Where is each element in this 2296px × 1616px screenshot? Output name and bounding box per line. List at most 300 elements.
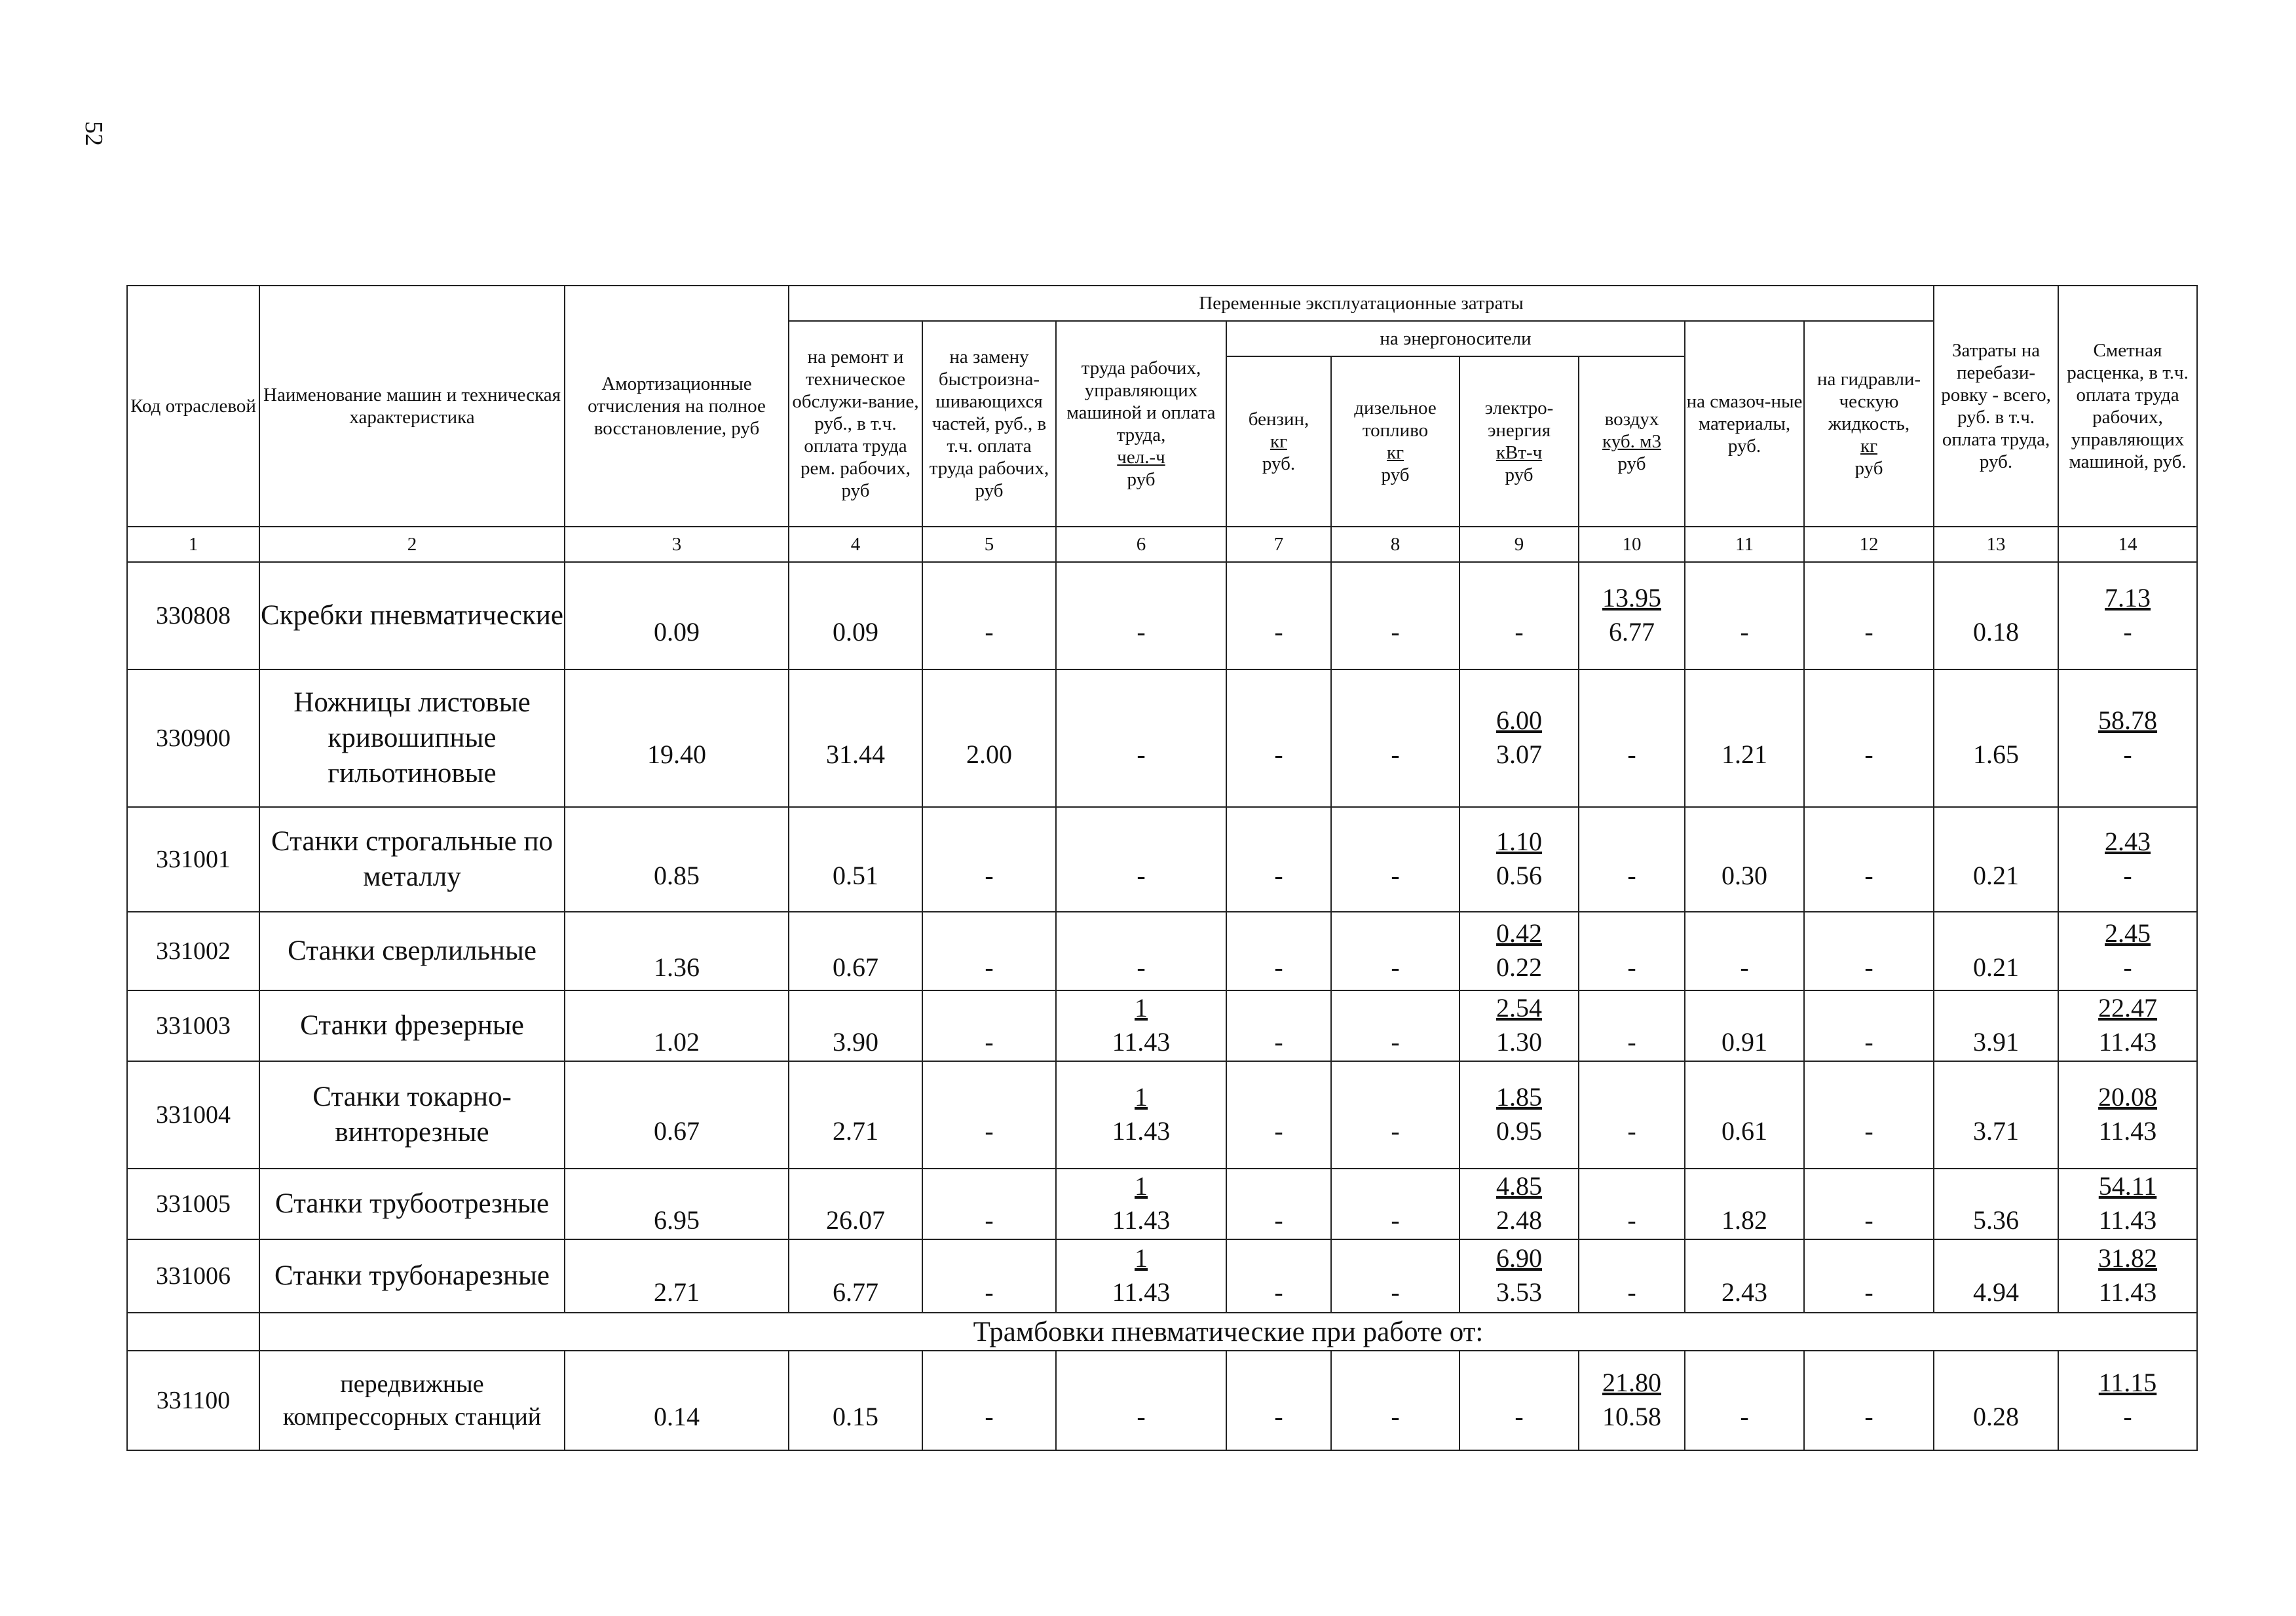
cell-value: 2.71 xyxy=(833,1116,878,1146)
cell-col-4 xyxy=(789,1239,922,1313)
cell-value-upper xyxy=(1227,1366,1330,1399)
cell-value-upper xyxy=(1934,825,2058,858)
cell-value-upper xyxy=(1332,992,1459,1024)
cell-value-upper xyxy=(1057,1366,1226,1399)
cell-value: - xyxy=(1864,861,1873,890)
cell-col-12 xyxy=(1804,1169,1934,1239)
cell-value-upper xyxy=(1579,1170,1684,1203)
cell-col-12 xyxy=(1804,669,1934,807)
cell-value: - xyxy=(2123,740,2132,769)
cell-col-9 xyxy=(1459,807,1579,912)
cell-col-6 xyxy=(1056,807,1226,912)
cell-value: - xyxy=(1864,1116,1873,1146)
cell-value: - xyxy=(1627,1205,1636,1235)
cell-col-12 xyxy=(1804,1239,1934,1313)
header-lubricants: на смазоч-ные материалы, руб. xyxy=(1685,321,1804,527)
cell-value: - xyxy=(1740,1402,1749,1431)
cell-value-upper: 6.00 xyxy=(1496,705,1542,735)
cell-col-7 xyxy=(1226,1239,1331,1313)
header-hydraulic-unit: кг xyxy=(1860,436,1878,457)
cell-col-6 xyxy=(1056,562,1226,669)
column-number-row xyxy=(127,527,2197,562)
cell-value-upper xyxy=(789,1081,922,1114)
cell-value: - xyxy=(1391,1027,1400,1057)
cell-value: 2.43 xyxy=(1722,1277,1767,1307)
cell-value: 0.18 xyxy=(1973,617,2020,647)
cell-col-14 xyxy=(2058,669,2197,807)
cell-value: 3.53 xyxy=(1496,1277,1542,1307)
cell-col-4 xyxy=(789,807,922,912)
cell-value: - xyxy=(1864,1402,1873,1431)
cell-col-4 xyxy=(789,990,922,1061)
cell-col-9 xyxy=(1459,562,1579,669)
cell-col-13 xyxy=(1934,807,2058,912)
cell-col-7 xyxy=(1226,990,1331,1061)
cell-col-7 xyxy=(1226,1169,1331,1239)
column-number: 11 xyxy=(1685,527,1804,562)
cell-value: 1.65 xyxy=(1973,740,2020,769)
cell-value-upper: 1 xyxy=(1135,993,1148,1023)
cell-value: 11.43 xyxy=(1112,1027,1171,1057)
cell-value-upper xyxy=(789,1170,922,1203)
machine-code: 330808 xyxy=(127,562,259,669)
header-air-rub: руб xyxy=(1617,453,1646,474)
cell-value-upper xyxy=(565,1242,788,1275)
cell-col-11 xyxy=(1685,1351,1804,1450)
header-relocation: Затраты на перебази-ровку - всего, руб. в т.ч. оплата труда, руб. xyxy=(1934,286,2058,527)
cell-value: 6.95 xyxy=(654,1205,700,1235)
header-air-unit: куб. м3 xyxy=(1602,431,1661,452)
cell-col-11 xyxy=(1685,1061,1804,1169)
cell-col-8 xyxy=(1331,562,1459,669)
cell-value-upper xyxy=(1460,582,1578,614)
header-petrol xyxy=(1226,356,1331,527)
cell-value-upper xyxy=(1805,1242,1933,1275)
machine-name: Станки сверлильные xyxy=(259,912,565,990)
cell-col-12 xyxy=(1804,1061,1934,1169)
column-number: 6 xyxy=(1056,527,1226,562)
column-number: 7 xyxy=(1226,527,1331,562)
cell-value: 26.07 xyxy=(826,1205,885,1235)
cell-value: 4.94 xyxy=(1973,1277,2020,1307)
cell-value: - xyxy=(1740,952,1749,982)
cell-col-9 xyxy=(1459,1351,1579,1450)
cell-value-upper xyxy=(1805,1366,1933,1399)
column-number: 1 xyxy=(127,527,259,562)
cell-value-upper xyxy=(1934,1366,2058,1399)
cell-value-upper xyxy=(565,1170,788,1203)
cell-value-upper xyxy=(1685,992,1803,1024)
cell-col-10 xyxy=(1579,1351,1685,1450)
cell-value: - xyxy=(1391,861,1400,890)
cell-value: - xyxy=(1274,1027,1283,1057)
cell-value-upper: 2.45 xyxy=(2105,918,2151,948)
cell-value: - xyxy=(1274,1116,1283,1146)
header-labor-text: труда рабочих, управляющих машиной и оплата труда, xyxy=(1066,358,1216,445)
machine-name: Скребки пневматические xyxy=(259,562,565,669)
cell-value-upper: 20.08 xyxy=(2098,1082,2158,1112)
cell-value: - xyxy=(1391,617,1400,647)
cell-value: 11.43 xyxy=(1112,1277,1171,1307)
cell-value-upper: 22.47 xyxy=(2098,993,2158,1023)
cell-col-13 xyxy=(1934,1239,2058,1313)
cell-value-upper xyxy=(1579,704,1684,737)
cell-value: 2.48 xyxy=(1496,1205,1542,1235)
cell-value-upper xyxy=(923,1170,1055,1203)
machine-code: 331006 xyxy=(127,1239,259,1313)
table-row xyxy=(127,912,2197,990)
cell-col-5 xyxy=(922,1351,1056,1450)
cell-col-3 xyxy=(565,1061,789,1169)
cell-value-upper xyxy=(565,1366,788,1399)
cell-col-5 xyxy=(922,1169,1056,1239)
cell-value-upper xyxy=(1332,917,1459,950)
cell-value: - xyxy=(1864,617,1873,647)
cell-value: 0.91 xyxy=(1722,1027,1767,1057)
header-electricity-text: электро-энергия xyxy=(1484,398,1554,441)
cell-value-upper xyxy=(1332,582,1459,614)
column-number: 9 xyxy=(1459,527,1579,562)
cell-value-upper xyxy=(565,825,788,858)
cell-value: - xyxy=(1627,861,1636,890)
cell-col-3 xyxy=(565,990,789,1061)
cell-col-10 xyxy=(1579,562,1685,669)
cell-value-upper: 2.43 xyxy=(2105,827,2151,856)
header-variable-costs: Переменные эксплуатационные затраты xyxy=(789,286,1934,321)
cell-value: - xyxy=(1137,861,1146,890)
cell-value-upper xyxy=(1685,1170,1803,1203)
cell-value: - xyxy=(1274,861,1283,890)
cell-value-upper xyxy=(1805,825,1933,858)
table-row xyxy=(127,562,2197,669)
cell-col-7 xyxy=(1226,1061,1331,1169)
cell-value-upper xyxy=(1460,1366,1578,1399)
cell-value-upper xyxy=(1332,704,1459,737)
cell-value: 1.82 xyxy=(1722,1205,1767,1235)
page-number: 52 xyxy=(80,121,107,146)
cell-value: 0.28 xyxy=(1973,1402,2020,1431)
column-number: 8 xyxy=(1331,527,1459,562)
cell-value: 0.61 xyxy=(1722,1116,1767,1146)
cell-col-14 xyxy=(2058,1351,2197,1450)
cell-value: 5.36 xyxy=(1973,1205,2020,1235)
cell-value: - xyxy=(1627,1027,1636,1057)
cell-value-upper xyxy=(923,1366,1055,1399)
cell-col-3 xyxy=(565,669,789,807)
cell-value: - xyxy=(1627,740,1636,769)
cell-value: 10.58 xyxy=(1602,1402,1661,1431)
table-row xyxy=(127,1239,2197,1313)
cell-value: 2.71 xyxy=(654,1277,700,1307)
cell-value: 0.14 xyxy=(654,1402,700,1431)
header-labor-unit: чел.-ч xyxy=(1117,447,1165,468)
cell-col-3 xyxy=(565,1169,789,1239)
machine-code: 331100 xyxy=(127,1351,259,1450)
cell-value-upper: 58.78 xyxy=(2098,705,2158,735)
header-repair: на ремонт и техническое обслужи-вание, руб., в т.ч. оплата труда рем. рабочих, руб xyxy=(789,321,922,527)
machine-code: 330900 xyxy=(127,669,259,807)
machine-name: Ножницы листовые кривошипные гильотиновые xyxy=(259,669,565,807)
cell-col-4 xyxy=(789,562,922,669)
cell-value-upper: 21.80 xyxy=(1602,1368,1661,1397)
cell-value-upper: 11.15 xyxy=(2098,1368,2157,1397)
cell-col-13 xyxy=(1934,669,2058,807)
cell-value-upper xyxy=(1332,1081,1459,1114)
cell-col-7 xyxy=(1226,669,1331,807)
cell-col-8 xyxy=(1331,912,1459,990)
cell-value: 31.44 xyxy=(826,740,885,769)
header-diesel-rub: руб xyxy=(1381,464,1410,485)
cell-value: 2.00 xyxy=(966,740,1012,769)
cell-col-10 xyxy=(1579,912,1685,990)
cell-col-10 xyxy=(1579,1061,1685,1169)
cell-value-upper: 1.10 xyxy=(1496,827,1542,856)
column-number: 3 xyxy=(565,527,789,562)
cell-col-8 xyxy=(1331,1239,1459,1313)
cell-col-7 xyxy=(1226,807,1331,912)
cell-col-8 xyxy=(1331,1351,1459,1450)
header-code: Код отраслевой xyxy=(127,286,259,527)
cell-value: - xyxy=(1627,952,1636,982)
cell-value-upper xyxy=(565,704,788,737)
cell-value-upper xyxy=(1685,825,1803,858)
cell-value: - xyxy=(1627,1277,1636,1307)
cell-col-12 xyxy=(1804,562,1934,669)
cell-value: 11.43 xyxy=(1112,1205,1171,1235)
cell-col-5 xyxy=(922,807,1056,912)
cell-value: 11.43 xyxy=(2098,1116,2157,1146)
cell-value: 0.67 xyxy=(654,1116,700,1146)
machine-code: 331004 xyxy=(127,1061,259,1169)
cell-col-4 xyxy=(789,1351,922,1450)
cell-value-upper xyxy=(1057,582,1226,614)
cell-col-9 xyxy=(1459,669,1579,807)
cell-value-upper xyxy=(1934,704,2058,737)
cell-value-upper: 54.11 xyxy=(2098,1171,2157,1201)
cell-value: - xyxy=(1274,1277,1283,1307)
cell-value: 0.15 xyxy=(833,1402,878,1431)
cell-value: - xyxy=(985,1277,994,1307)
cell-col-13 xyxy=(1934,1169,2058,1239)
cell-value: 0.95 xyxy=(1496,1116,1542,1146)
cell-value: - xyxy=(1274,952,1283,982)
cell-value: - xyxy=(1864,952,1873,982)
cell-value-upper xyxy=(923,825,1055,858)
cell-value: - xyxy=(1515,617,1524,647)
cell-value-upper xyxy=(565,917,788,950)
cell-col-3 xyxy=(565,1351,789,1450)
cell-col-8 xyxy=(1331,1061,1459,1169)
section-row xyxy=(127,1313,2197,1351)
cell-value: 3.07 xyxy=(1496,740,1542,769)
cell-value-upper xyxy=(565,1081,788,1114)
cell-col-14 xyxy=(2058,1239,2197,1313)
machine-code: 331005 xyxy=(127,1169,259,1239)
cell-value-upper xyxy=(1227,1242,1330,1275)
cell-value-upper xyxy=(1685,917,1803,950)
cell-value: 0.21 xyxy=(1973,861,2020,890)
machine-name: Станки фрезерные xyxy=(259,990,565,1061)
cell-value: 11.43 xyxy=(2098,1027,2157,1057)
machine-name: Станки токарно-винторезные xyxy=(259,1061,565,1169)
cell-value: 0.51 xyxy=(833,861,878,890)
cell-value: - xyxy=(1137,952,1146,982)
cell-value-upper xyxy=(789,917,922,950)
header-hydraulic-rub: руб xyxy=(1854,458,1883,479)
cell-value-upper: 0.42 xyxy=(1496,918,1542,948)
cell-col-12 xyxy=(1804,990,1934,1061)
cell-value-upper xyxy=(1227,917,1330,950)
cell-value: - xyxy=(1274,617,1283,647)
cell-value: - xyxy=(1137,1402,1146,1431)
cell-value-upper xyxy=(1685,1081,1803,1114)
cell-value-upper: 1 xyxy=(1135,1082,1148,1112)
cell-col-7 xyxy=(1226,1351,1331,1450)
cell-value: - xyxy=(985,617,994,647)
cell-value-upper xyxy=(1227,582,1330,614)
cell-value: - xyxy=(985,861,994,890)
cell-value-upper xyxy=(1227,1170,1330,1203)
column-number: 4 xyxy=(789,527,922,562)
column-number: 2 xyxy=(259,527,565,562)
cell-col-7 xyxy=(1226,912,1331,990)
cell-col-5 xyxy=(922,562,1056,669)
cell-value-upper xyxy=(1685,1242,1803,1275)
cell-value: - xyxy=(2123,952,2132,982)
header-hydraulic xyxy=(1804,321,1934,527)
header-name: Наименование машин и техническая характеристика xyxy=(259,286,565,527)
cell-col-4 xyxy=(789,912,922,990)
cell-value-upper xyxy=(1685,704,1803,737)
cell-value-upper xyxy=(1805,1081,1933,1114)
cell-col-13 xyxy=(1934,912,2058,990)
column-number: 12 xyxy=(1804,527,1934,562)
cell-col-3 xyxy=(565,1239,789,1313)
cell-value-upper: 31.82 xyxy=(2098,1243,2158,1273)
cell-col-10 xyxy=(1579,990,1685,1061)
cell-value: 0.21 xyxy=(1973,952,2020,982)
cell-col-6 xyxy=(1056,1061,1226,1169)
section-code-empty xyxy=(127,1313,259,1351)
cell-col-14 xyxy=(2058,990,2197,1061)
cell-value: 1.21 xyxy=(1722,740,1767,769)
cell-value-upper xyxy=(1579,917,1684,950)
cell-col-12 xyxy=(1804,912,1934,990)
cell-value-upper xyxy=(1579,1081,1684,1114)
cell-col-5 xyxy=(922,669,1056,807)
cell-col-8 xyxy=(1331,807,1459,912)
machine-name: передвижные компрессорных станций xyxy=(259,1351,565,1450)
cell-value: 6.77 xyxy=(833,1277,878,1307)
cell-value: - xyxy=(1864,1277,1873,1307)
cell-value: - xyxy=(1391,740,1400,769)
cell-col-13 xyxy=(1934,990,2058,1061)
cell-value-upper xyxy=(923,1081,1055,1114)
cell-value: 1.02 xyxy=(654,1027,700,1057)
cell-value-upper: 1 xyxy=(1135,1243,1148,1273)
cell-value-upper xyxy=(1579,825,1684,858)
cell-col-6 xyxy=(1056,1351,1226,1450)
machine-code: 331002 xyxy=(127,912,259,990)
cell-value-upper xyxy=(1332,1242,1459,1275)
cell-col-9 xyxy=(1459,1239,1579,1313)
cell-value: - xyxy=(2123,1402,2132,1431)
cell-col-4 xyxy=(789,1061,922,1169)
cell-value-upper xyxy=(1934,917,2058,950)
cell-col-14 xyxy=(2058,1061,2197,1169)
cell-value-upper: 7.13 xyxy=(2105,583,2151,612)
header-electricity-unit: кВт-ч xyxy=(1496,442,1543,463)
header-petrol-unit: кг xyxy=(1270,431,1287,452)
cell-value-upper xyxy=(1685,1366,1803,1399)
cell-col-3 xyxy=(565,912,789,990)
table-row xyxy=(127,669,2197,807)
header-hydraulic-text: на гидравли-ческую жидкость, xyxy=(1816,369,1921,434)
cell-col-5 xyxy=(922,1061,1056,1169)
cell-value: - xyxy=(1864,1027,1873,1057)
cell-col-14 xyxy=(2058,1169,2197,1239)
cell-value-upper xyxy=(1227,1081,1330,1114)
cell-value-upper xyxy=(789,825,922,858)
cell-value: 3.71 xyxy=(1973,1116,2020,1146)
cell-col-6 xyxy=(1056,1239,1226,1313)
cell-col-7 xyxy=(1226,562,1331,669)
machine-name: Станки трубонарезные xyxy=(259,1239,565,1313)
cell-value: - xyxy=(985,1402,994,1431)
header-labor xyxy=(1056,321,1226,527)
cell-col-13 xyxy=(1934,1061,2058,1169)
cell-value: 11.43 xyxy=(2098,1277,2157,1307)
cell-col-3 xyxy=(565,562,789,669)
cell-value: - xyxy=(985,1027,994,1057)
header-petrol-rub: руб. xyxy=(1262,453,1296,474)
cell-col-9 xyxy=(1459,912,1579,990)
cell-col-10 xyxy=(1579,669,1685,807)
cell-col-11 xyxy=(1685,669,1804,807)
header-electricity xyxy=(1459,356,1579,527)
cell-value-upper xyxy=(1057,917,1226,950)
cell-value-upper xyxy=(1934,582,2058,614)
cell-col-8 xyxy=(1331,1169,1459,1239)
cell-value-upper: 1 xyxy=(1135,1171,1148,1201)
cell-col-14 xyxy=(2058,807,2197,912)
table-row xyxy=(127,1061,2197,1169)
cell-col-14 xyxy=(2058,562,2197,669)
machine-name: Станки строгальные по металлу xyxy=(259,807,565,912)
table-row xyxy=(127,807,2197,912)
cell-value: - xyxy=(1864,1205,1873,1235)
cell-col-6 xyxy=(1056,990,1226,1061)
header-replace: на замену быстроизна-шивающихся частей, руб., в т.ч. оплата труда рабочих, руб xyxy=(922,321,1056,527)
cell-value-upper xyxy=(1934,1242,2058,1275)
cell-value-upper xyxy=(565,582,788,614)
cell-value: 0.09 xyxy=(833,617,878,647)
cell-value-upper xyxy=(789,992,922,1024)
cell-value-upper xyxy=(923,1242,1055,1275)
cell-value: - xyxy=(1391,1277,1400,1307)
cell-col-11 xyxy=(1685,912,1804,990)
cell-value: - xyxy=(985,1116,994,1146)
cell-value: 1.36 xyxy=(654,952,700,982)
cell-col-10 xyxy=(1579,1239,1685,1313)
cell-value-upper xyxy=(789,582,922,614)
cell-value: - xyxy=(1391,952,1400,982)
machine-cost-table xyxy=(126,285,2198,1451)
cell-col-11 xyxy=(1685,1169,1804,1239)
header-petrol-text: бензин, xyxy=(1248,409,1309,430)
cell-value-upper: 13.95 xyxy=(1602,583,1661,612)
cell-value-upper xyxy=(1227,704,1330,737)
